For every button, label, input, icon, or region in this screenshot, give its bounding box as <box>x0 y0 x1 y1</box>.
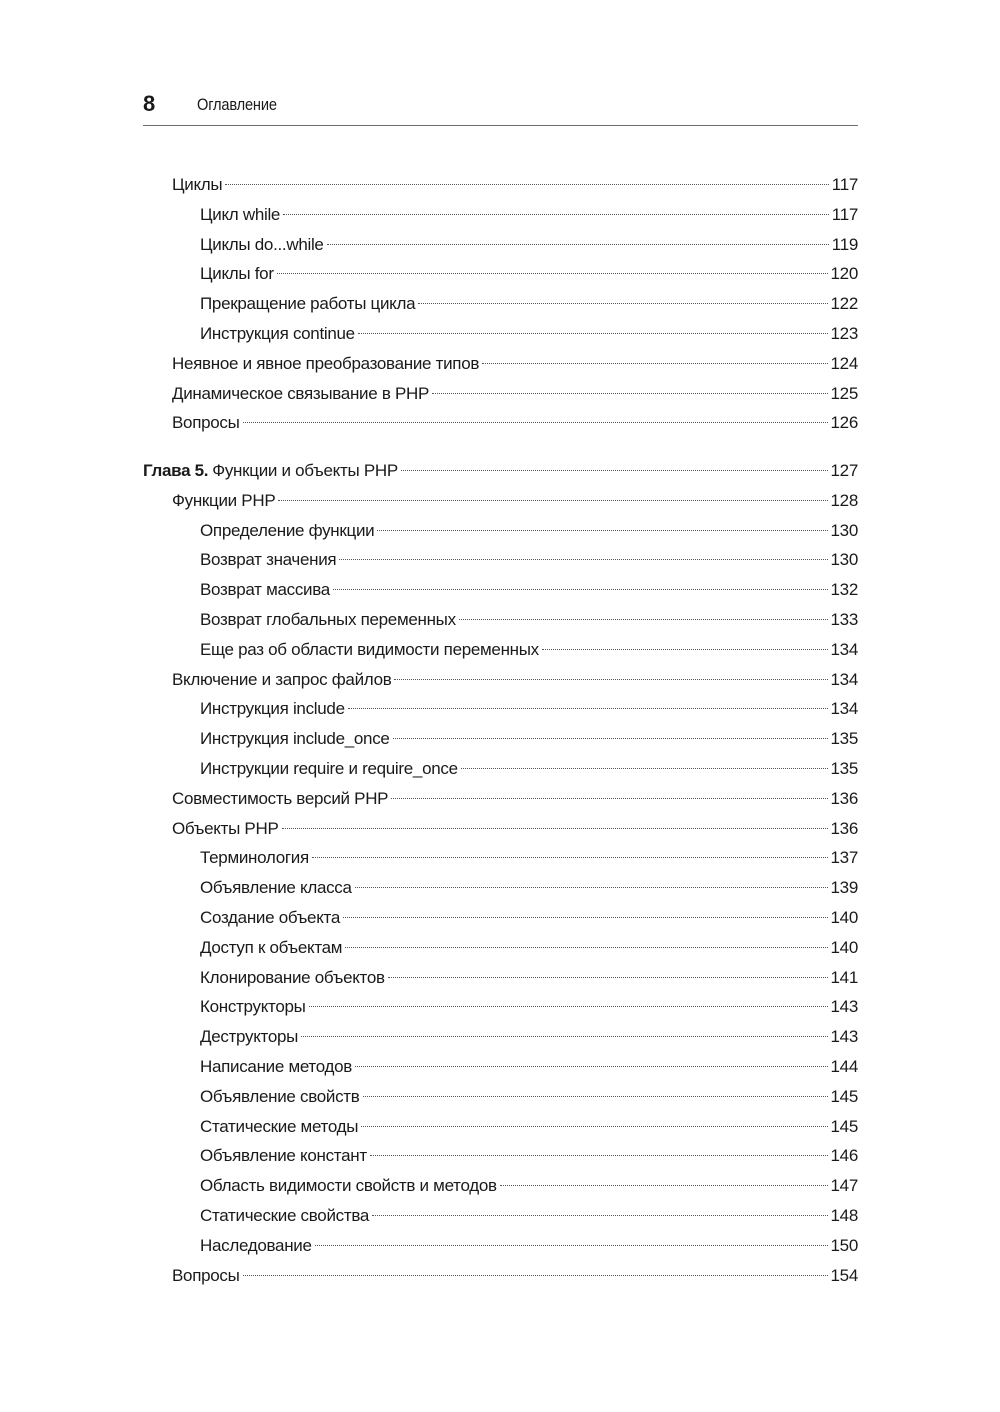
toc-entry <box>143 873 858 903</box>
toc-entry-text: Определение функции <box>200 520 375 540</box>
toc-entry-title <box>200 933 342 963</box>
dot-leader <box>393 738 828 739</box>
toc-entry <box>143 963 858 993</box>
toc-entry <box>143 200 858 230</box>
toc-entry <box>143 1022 858 1052</box>
toc-entry-title <box>200 200 280 230</box>
toc-entry-title <box>200 230 324 260</box>
dot-leader <box>355 1066 828 1067</box>
dot-leader <box>282 828 828 829</box>
toc-entry-title <box>172 1261 240 1291</box>
toc-entry-text: Объявление свойств <box>200 1086 360 1106</box>
toc-entry-title <box>200 963 385 993</box>
toc-entry <box>143 545 858 575</box>
dot-leader <box>225 184 828 185</box>
toc-entry-title <box>200 873 352 903</box>
dot-leader <box>370 1155 828 1156</box>
page-header <box>143 88 858 126</box>
toc-entry-text: Цикл while <box>200 204 281 224</box>
dot-leader <box>542 649 828 650</box>
toc-entry-page: 132 <box>830 580 858 600</box>
toc-entry-title <box>200 843 309 873</box>
toc-entry <box>143 1082 858 1112</box>
toc-entry-text: Совместимость версий PHP <box>172 788 389 808</box>
toc-entry-page: 117 <box>831 204 858 224</box>
toc-entry-page: 140 <box>830 937 858 957</box>
toc-entry-text: Статические методы <box>200 1116 359 1136</box>
toc-entry-text: Возврат массива <box>200 580 330 600</box>
toc-entry-page: 120 <box>830 264 858 284</box>
dot-leader <box>309 1006 828 1007</box>
toc-entry <box>143 784 858 814</box>
dot-leader <box>394 679 827 680</box>
toc-entry-page: 119 <box>831 234 858 254</box>
dot-leader <box>243 1275 828 1276</box>
toc-entry-page: 136 <box>830 818 858 838</box>
toc-entry <box>143 319 858 349</box>
dot-leader <box>358 333 828 334</box>
toc-entry-title <box>200 1171 497 1201</box>
dot-leader <box>343 917 828 918</box>
toc-entry <box>143 516 858 546</box>
toc-entry-title <box>200 694 345 724</box>
dot-leader <box>432 393 827 394</box>
toc-entry-page: 125 <box>830 383 858 403</box>
dot-leader <box>348 708 828 709</box>
dot-leader <box>401 470 828 471</box>
toc-entry-text: Возврат глобальных переменных <box>200 609 456 629</box>
toc-entry-text: Создание объекта <box>200 907 340 927</box>
toc-entry <box>143 170 858 200</box>
dot-leader <box>277 273 828 274</box>
toc-entry-title <box>200 1082 360 1112</box>
toc-entry-text: Инструкция include <box>200 699 345 719</box>
toc-entry-text: Деструкторы <box>200 1027 299 1047</box>
dot-leader <box>372 1215 828 1216</box>
toc-entry-page: 135 <box>830 729 858 749</box>
chapter-label: Глава 5. <box>143 461 209 480</box>
toc-entry-page: 123 <box>830 323 858 343</box>
toc-entry-text: Объявление класса <box>200 878 352 898</box>
toc-entry-text: Инструкция include_once <box>200 729 390 749</box>
toc-entry-title <box>172 665 391 695</box>
page-number: 8 <box>143 91 156 116</box>
toc-entry-title <box>172 379 429 409</box>
dot-leader <box>461 768 828 769</box>
toc-entry-text: Прекращение работы цикла <box>200 294 416 314</box>
toc-entry-text: Еще раз об области видимости переменных <box>200 639 539 659</box>
toc-entry-page: 117 <box>831 175 858 194</box>
toc-entry-text: Конструкторы <box>200 997 306 1017</box>
toc-entry-title <box>143 456 398 486</box>
dot-leader <box>327 244 829 245</box>
dot-leader <box>278 500 827 501</box>
toc-entry-page: 133 <box>830 609 858 629</box>
toc-entry <box>143 1112 858 1142</box>
toc-entry-page: 134 <box>830 699 858 719</box>
toc-entry-text: Статические свойства <box>200 1205 370 1225</box>
toc-entry-text: Неявное и явное преобразование типов <box>172 353 480 373</box>
toc-entry <box>143 408 858 438</box>
toc-entry-page: 130 <box>830 550 858 570</box>
dot-leader <box>459 619 828 620</box>
toc-entry-title <box>172 486 275 516</box>
toc-entry-page: 147 <box>830 1176 858 1196</box>
toc-entry-title <box>172 814 279 844</box>
toc-entry <box>143 349 858 379</box>
toc-entry-page: 137 <box>830 848 858 868</box>
toc-entry <box>143 694 858 724</box>
dot-leader <box>243 422 828 423</box>
toc-entry-text: Динамическое связывание в PHP <box>172 383 430 403</box>
toc-entry-page: 136 <box>830 788 858 808</box>
dot-leader <box>315 1245 828 1246</box>
toc-entry-text: Циклы for <box>200 264 274 284</box>
dot-leader <box>377 530 827 531</box>
toc-entry-text: Доступ к объектам <box>200 937 343 957</box>
toc-entry-title <box>172 170 222 200</box>
toc-entry-title <box>200 754 458 784</box>
toc-entry <box>143 992 858 1022</box>
dot-leader <box>361 1126 827 1127</box>
toc-entry <box>143 1141 858 1171</box>
toc-entry-page: 148 <box>830 1205 858 1225</box>
toc-entry-page: 143 <box>830 997 858 1017</box>
toc-entry <box>143 1201 858 1231</box>
toc-entry-page: 150 <box>830 1235 858 1255</box>
toc-entry-title <box>172 408 240 438</box>
toc-entry-text: Инструкция continue <box>200 323 355 343</box>
toc-entry-text: Включение и запрос файлов <box>172 669 392 689</box>
toc-entry <box>143 754 858 784</box>
toc-entry-title <box>200 319 355 349</box>
toc-entry-page: 130 <box>830 520 858 540</box>
toc-entry-title <box>172 784 388 814</box>
toc-entry-text: Вопросы <box>172 413 240 433</box>
toc-entry-title <box>200 903 340 933</box>
toc-entry-page: 145 <box>830 1116 858 1136</box>
toc-entry <box>143 1231 858 1261</box>
toc-entry-page: 143 <box>830 1027 858 1047</box>
toc-entry-page: 124 <box>830 353 858 373</box>
toc-entry-title <box>200 605 456 635</box>
dot-leader <box>301 1036 827 1037</box>
toc-entry-text: Функции и объекты PHP <box>212 461 398 480</box>
toc-entry-page: 134 <box>830 669 858 689</box>
toc-entry <box>143 724 858 754</box>
toc-entry-page: 146 <box>830 1146 858 1166</box>
toc-entry <box>143 230 858 260</box>
toc-entry-text: Вопросы <box>172 1265 240 1285</box>
toc-block <box>143 170 858 438</box>
toc-entry <box>143 635 858 665</box>
dot-leader <box>333 589 828 590</box>
dot-leader <box>283 214 829 215</box>
toc-entry-title <box>200 1201 369 1231</box>
toc-entry-title <box>200 1052 352 1082</box>
toc-entry <box>143 575 858 605</box>
toc-entry-title <box>200 575 330 605</box>
toc-entry <box>143 289 858 319</box>
toc-entry-text: Циклы do...while <box>200 234 324 254</box>
toc-entry <box>143 814 858 844</box>
toc-entry-title <box>200 259 274 289</box>
dot-leader <box>391 798 827 799</box>
toc-entry-text: Терминология <box>200 848 309 868</box>
toc-chapter-entry <box>143 456 858 486</box>
dot-leader <box>345 947 827 948</box>
running-title: Оглавление <box>197 95 277 114</box>
toc-entry-text: Возврат значения <box>200 550 337 570</box>
toc-entry-page: 145 <box>830 1086 858 1106</box>
toc-entry-page: 128 <box>830 490 858 510</box>
toc-entry <box>143 903 858 933</box>
toc-entry <box>143 665 858 695</box>
dot-leader <box>339 559 827 560</box>
toc-entry <box>143 379 858 409</box>
toc-entry <box>143 1171 858 1201</box>
toc-entry <box>143 1052 858 1082</box>
toc-entry-text: Область видимости свойств и методов <box>200 1176 497 1196</box>
toc-entry-title <box>200 545 336 575</box>
dot-leader <box>500 1185 828 1186</box>
dot-leader <box>312 857 828 858</box>
toc-entry-page: 134 <box>830 639 858 659</box>
dot-leader <box>363 1096 828 1097</box>
toc-entry-title <box>200 635 539 665</box>
toc-entry-text: Инструкции require и require_once <box>200 758 458 778</box>
toc-entry-text: Клонирование объектов <box>200 967 385 987</box>
toc-entry-text: Объекты PHP <box>172 818 279 838</box>
toc-entry-page: 126 <box>830 413 858 433</box>
toc-entry-page: 154 <box>830 1265 858 1285</box>
toc-entry-page: 135 <box>830 758 858 778</box>
toc-entry-text: Циклы <box>172 175 223 194</box>
toc-entry <box>143 843 858 873</box>
toc-entry-title <box>200 992 306 1022</box>
toc-entry-title <box>172 349 479 379</box>
toc-entry-title <box>200 289 415 319</box>
toc-entry-title <box>200 1231 312 1261</box>
toc-entry-page: 122 <box>830 294 858 314</box>
toc-entry-text: Функции PHP <box>172 490 276 510</box>
toc-entry-title <box>200 1022 298 1052</box>
toc-entry <box>143 1261 858 1291</box>
toc-entry-page: 139 <box>830 878 858 898</box>
toc-entry-title <box>200 516 374 546</box>
dot-leader <box>355 887 828 888</box>
toc-entry-text: Объявление констант <box>200 1146 367 1166</box>
dot-leader <box>482 363 827 364</box>
toc-entry-page: 144 <box>830 1056 858 1076</box>
toc-entry <box>143 605 858 635</box>
toc-entry-page: 140 <box>830 907 858 927</box>
dot-leader <box>388 977 828 978</box>
toc-entry <box>143 259 858 289</box>
toc-entry-title <box>200 1141 367 1171</box>
toc-entry-page: 141 <box>830 967 858 987</box>
toc-entry-text: Написание методов <box>200 1056 353 1076</box>
toc-entry-page: 127 <box>830 461 858 480</box>
toc-entry-title <box>200 724 390 754</box>
toc-entry <box>143 486 858 516</box>
toc-block <box>143 456 858 1290</box>
toc-entry <box>143 933 858 963</box>
dot-leader <box>418 303 827 304</box>
toc-entry-text: Наследование <box>200 1235 312 1255</box>
toc-entry-title <box>200 1112 358 1142</box>
